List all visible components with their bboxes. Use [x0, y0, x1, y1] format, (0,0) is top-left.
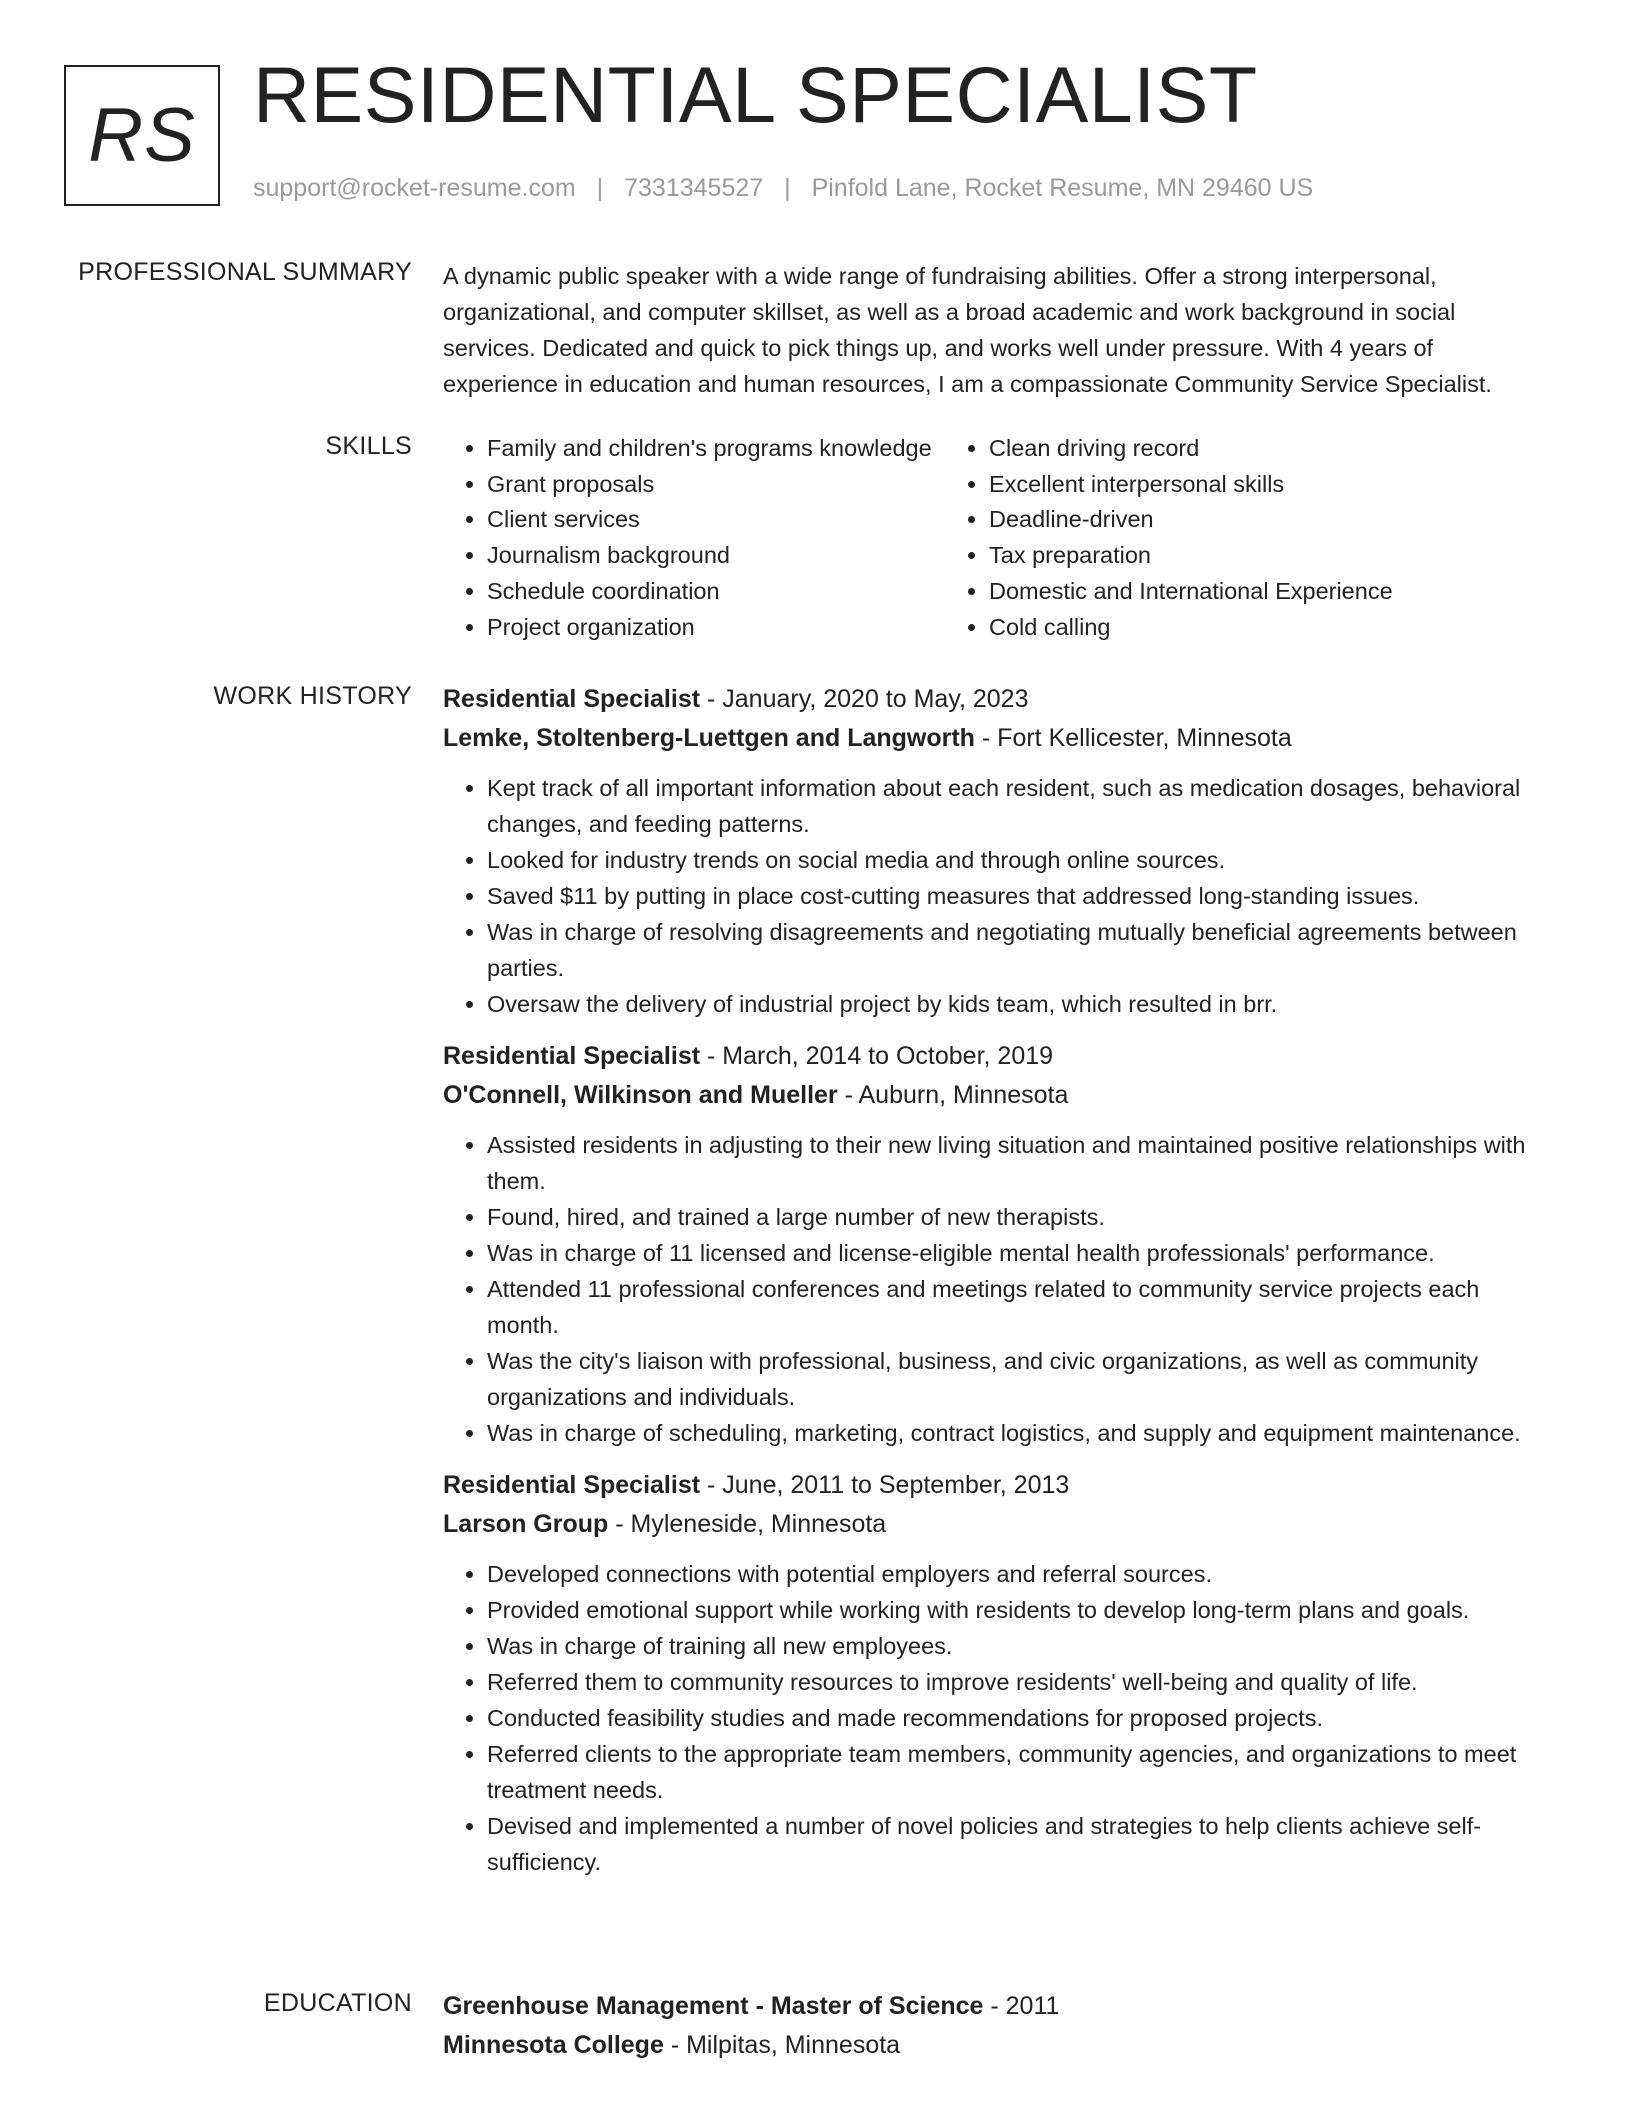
skill-item: • Deadline-driven	[989, 502, 1393, 538]
job-bullet: • Was in charge of scheduling, marketing, contract logistics, and supply and equipment maintenance.	[487, 1415, 1543, 1451]
job-company: O'Connell, Wilkinson and Mueller	[443, 1081, 838, 1109]
job-bullet: • Looked for industry trends on social media and through online sources.	[487, 842, 1543, 878]
job-dates: - January, 2020 to May, 2023	[700, 685, 1029, 713]
education-school-line	[443, 2026, 1543, 2065]
skill-item: • Tax preparation	[989, 538, 1393, 574]
job-entry	[443, 680, 1543, 1022]
summary-heading: PROFESSIONAL SUMMARY	[78, 258, 412, 286]
summary-text: A dynamic public speaker with a wide range of fundraising abilities. Offer a strong interpersonal, organizational, and computer skillset, as well as a broad academic and work background in social services. Dedicated and quick to pick things up, and works well under pressure. With 4 years of experience in education and human resources, I am a compassionate Community Service Specialist.	[443, 263, 1492, 397]
education-year: - 2011	[983, 1992, 1060, 2020]
job-bullet: • Referred them to community resources to improve residents' well-being and quality of life.	[487, 1664, 1543, 1700]
job-dates: - March, 2014 to October, 2019	[700, 1042, 1054, 1070]
skill-item: • Schedule coordination	[487, 574, 945, 610]
summary-body	[443, 258, 1543, 402]
job-location: - Fort Kellicester, Minnesota	[974, 724, 1292, 752]
job-company: Lemke, Stoltenberg-Luettgen and Langworth	[443, 724, 975, 752]
job-entry	[443, 1466, 1543, 1880]
education-school: Minnesota College	[443, 2031, 664, 2059]
job-location: - Auburn, Minnesota	[837, 1081, 1069, 1109]
education-location: - Milpitas, Minnesota	[663, 2031, 901, 2059]
job-bullet: • Was in charge of resolving disagreements and negotiating mutually beneficial agreements between parties.	[487, 914, 1543, 986]
contact-email[interactable]: support@rocket-resume.com	[253, 174, 576, 202]
work-history-body	[443, 680, 1543, 1880]
job-bullet: • Devised and implemented a number of novel policies and strategies to help clients achieve self-sufficiency.	[487, 1808, 1543, 1880]
job-bullet: • Referred clients to the appropriate team members, community agencies, and organizations to meet treatment needs.	[487, 1736, 1543, 1808]
skills-list-left	[443, 431, 945, 645]
contact-address: Pinfold Lane, Rocket Resume, MN 29460 US	[811, 174, 1314, 202]
job-bullet: • Saved $11 by putting in place cost-cutting measures that addressed long-standing issues.	[487, 878, 1543, 914]
job-bullet: • Provided emotional support while working with residents to develop long-term plans and goals.	[487, 1592, 1543, 1628]
job-company: Larson Group	[443, 1510, 609, 1538]
skill-item: • Grant proposals	[487, 467, 945, 503]
job-bullets	[443, 1556, 1543, 1880]
job-title: Residential Specialist	[443, 685, 701, 713]
job-location: - Myleneside, Minnesota	[608, 1510, 887, 1538]
skill-item: • Excellent interpersonal skills	[989, 467, 1393, 503]
job-bullet: • Was the city's liaison with professional, business, and civic organizations, as well as community organizations and individuals.	[487, 1343, 1543, 1415]
skill-item: • Domestic and International Experience	[989, 574, 1393, 610]
contact-separator: |	[784, 174, 791, 202]
job-bullet: • Found, hired, and trained a large number of new therapists.	[487, 1199, 1543, 1235]
job-title-line	[443, 1466, 1543, 1505]
skills-heading: SKILLS	[325, 432, 412, 460]
job-bullet: • Conducted feasibility studies and made recommendations for proposed projects.	[487, 1700, 1543, 1736]
education-degree-line	[443, 1987, 1543, 2026]
job-company-line	[443, 1076, 1543, 1115]
job-title: Residential Specialist	[443, 1471, 701, 1499]
work-history-heading: WORK HISTORY	[213, 682, 412, 710]
skill-item: • Client services	[487, 502, 945, 538]
monogram-initials: RS	[88, 93, 196, 178]
skills-body	[443, 431, 1543, 645]
job-bullet: • Developed connections with potential employers and referral sources.	[487, 1556, 1543, 1592]
job-bullet: • Oversaw the delivery of industrial project by kids team, which resulted in brr.	[487, 986, 1543, 1022]
job-company-line	[443, 719, 1543, 758]
contact-line	[253, 174, 1313, 203]
job-dates: - June, 2011 to September, 2013	[700, 1471, 1070, 1499]
skill-item: • Cold calling	[989, 610, 1393, 646]
monogram-badge	[64, 65, 220, 206]
skill-item: • Journalism background	[487, 538, 945, 574]
skill-item: • Clean driving record	[989, 431, 1393, 467]
job-title: Residential Specialist	[443, 1042, 701, 1070]
job-bullet: • Assisted residents in adjusting to their new living situation and maintained positive relationships with them.	[487, 1127, 1543, 1199]
job-bullet: • Kept track of all important information about each resident, such as medication dosages, behavioral changes, and feeding patterns.	[487, 770, 1543, 842]
job-bullet: • Was in charge of 11 licensed and license-eligible mental health professionals' performance.	[487, 1235, 1543, 1271]
skills-list-right	[945, 431, 1393, 645]
job-bullet: • Attended 11 professional conferences and meetings related to community service projects each month.	[487, 1271, 1543, 1343]
job-bullets	[443, 1127, 1543, 1451]
education-degree: Greenhouse Management - Master of Science	[443, 1992, 984, 2020]
job-bullet: • Was in charge of training all new employees.	[487, 1628, 1543, 1664]
skill-item: • Family and children's programs knowledge	[487, 431, 945, 467]
job-title-line	[443, 680, 1543, 719]
job-company-line	[443, 1505, 1543, 1544]
resume-name: RESIDENTIAL SPECIALIST	[253, 50, 1258, 139]
contact-separator: |	[596, 174, 604, 202]
job-bullets	[443, 770, 1543, 1022]
education-body	[443, 1987, 1543, 2065]
education-heading: EDUCATION	[263, 1989, 412, 2017]
contact-phone[interactable]: 7331345527	[624, 174, 764, 202]
skill-item: • Project organization	[487, 610, 945, 646]
job-entry	[443, 1037, 1543, 1451]
job-title-line	[443, 1037, 1543, 1076]
